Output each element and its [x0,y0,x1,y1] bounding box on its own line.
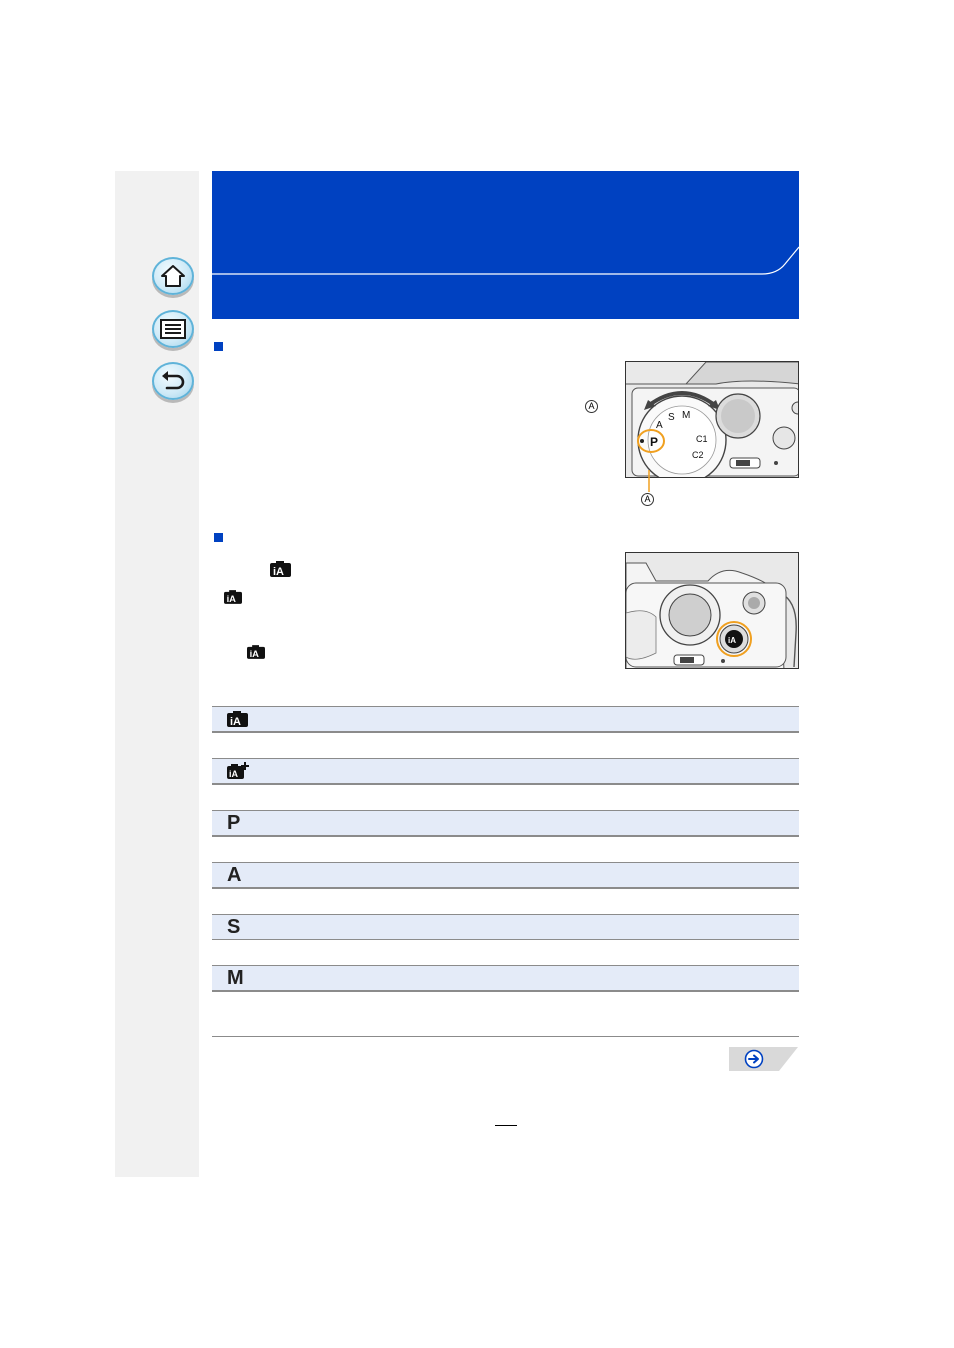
mode-row-a [212,862,799,888]
mode-row-s [212,914,799,940]
intelligent-auto-icon [224,590,242,604]
intelligent-auto-icon [247,645,265,659]
mode-dial-illustration [626,362,799,478]
row-separator [212,732,799,733]
table-bottom-rule [212,1036,799,1037]
svg-text:iA: iA [728,636,736,645]
mode-row-m [212,965,799,991]
mode-letter-a: A [227,864,242,886]
back-arrow-icon [160,370,186,392]
dial-letter-c1: C1 [696,434,708,444]
intelligent-auto-icon [227,711,248,727]
mode-row-ia-plus [212,758,799,784]
intelligent-auto-plus-icon [227,762,249,780]
dial-letter-m: M [682,410,691,421]
svg-text:iA: iA [230,716,241,727]
ia-button-illustration [626,553,799,669]
mode-row-ia [212,706,799,732]
page-number [495,1112,517,1126]
mode-letter-m: M [227,967,244,989]
home-icon [160,264,186,288]
dial-letter-p: P [650,435,659,449]
dial-letter-c2: C2 [692,450,704,460]
svg-text:iA: iA [273,566,284,577]
header-divider-line [212,171,799,319]
row-separator [212,888,799,889]
mode-dial-photo [625,361,799,478]
section-marker-2 [214,533,223,542]
section-marker-1 [214,342,223,351]
menu-list-icon [160,319,186,339]
svg-text:iA: iA [249,648,259,659]
back-button[interactable] [152,362,194,400]
arrow-right-icon [744,1049,764,1069]
mode-letter-p: P [227,812,241,834]
chapter-header [212,171,799,319]
intelligent-auto-icon [270,561,291,577]
ia-button-photo [625,552,799,669]
callout-a-label: A [585,400,598,413]
row-separator [212,939,799,940]
dial-letter-a: A [656,420,663,431]
row-separator [212,836,799,837]
svg-text:iA: iA [229,769,238,779]
row-separator [212,784,799,785]
dial-letter-s: S [668,412,675,423]
mode-letter-s: S [227,916,241,938]
row-separator [212,991,799,992]
svg-text:iA: iA [226,593,236,604]
contents-button[interactable] [152,310,194,348]
mode-row-p [212,810,799,836]
home-button[interactable] [152,257,194,295]
dial-callout-a: A [641,493,654,506]
next-page-button[interactable] [729,1047,798,1071]
